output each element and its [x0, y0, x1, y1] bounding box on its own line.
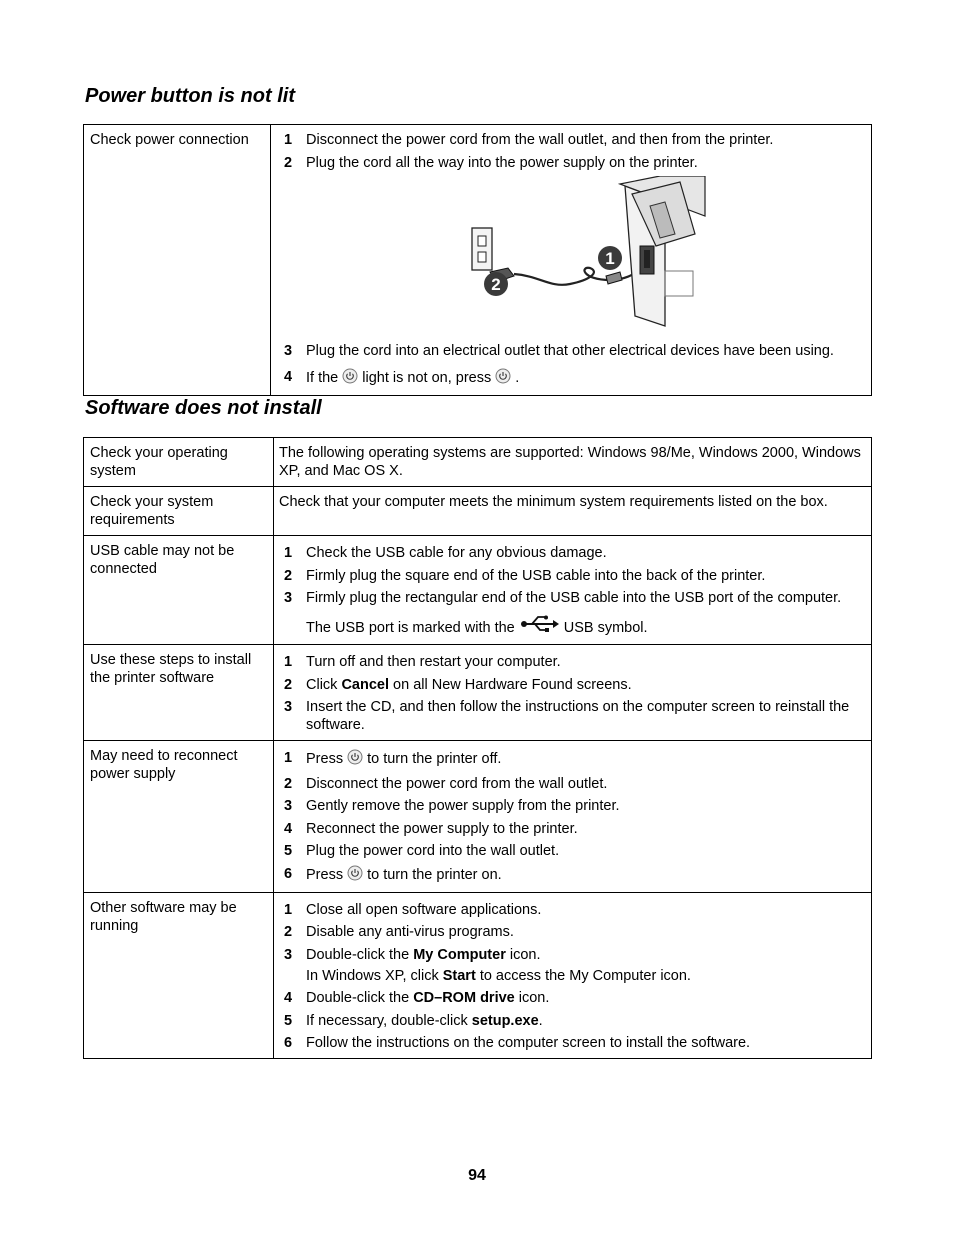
steps-list	[284, 901, 865, 1053]
step-item: 1 Disconnect the power cord from the wall outlet, and then from the printer.	[284, 132, 774, 148]
table-row	[84, 892, 872, 1059]
step-item: 1 Close all open software applications.	[284, 901, 542, 918]
power-button-icon	[347, 865, 363, 886]
table-row	[84, 645, 872, 741]
row-label: Check your operating system	[84, 438, 274, 487]
step-item: 6 Press to turn the printer on.	[284, 865, 865, 886]
row-label: Check your system requirements	[84, 487, 274, 536]
steps-list	[284, 749, 865, 886]
step-item: 4 If the light is not on, press .	[284, 368, 865, 389]
step-item: 2 Click Cancel on all New Hardware Found screens.	[284, 676, 632, 693]
row-text: The following operating systems are supported: Windows 98/Me, Windows 2000, Windows XP, and Mac OS X.	[274, 438, 872, 487]
step-item: 1 Press to turn the printer off.	[284, 749, 865, 770]
printer-cord-diagram	[460, 176, 710, 336]
power-button-table	[83, 124, 872, 396]
row-label: USB cable may not be connected	[84, 536, 274, 645]
step-item: 2 Firmly plug the square end of the USB cable into the back of the printer.	[284, 567, 766, 584]
step-item: 3 Double-click the My Computer icon. In Windows XP, click Start to access the My Computer icon.	[284, 946, 865, 985]
steps-list	[284, 544, 865, 638]
usb-note: The USB port is marked with the USB symbol.	[306, 615, 865, 638]
step-item: 4 Reconnect the power supply to the printer.	[284, 820, 578, 837]
callout-1: 1	[605, 248, 615, 268]
steps-list	[284, 342, 865, 389]
step-item: 2 Disconnect the power cord from the wall outlet.	[284, 775, 608, 792]
step-item: 3 Insert the CD, and then follow the instructions on the computer screen to reinstall the software.	[284, 699, 850, 733]
windows-xp-note: In Windows XP, click Start to access the My Computer icon.	[306, 967, 691, 984]
step-item: 6 Follow the instructions on the computer screen to install the software.	[284, 1035, 751, 1051]
table-row	[84, 536, 872, 645]
table-row	[84, 438, 872, 487]
step-item: 3 Plug the cord into an electrical outlet that other electrical devices have been using.	[284, 342, 834, 359]
table-row	[84, 741, 872, 893]
row-label: Other software may be running	[84, 892, 274, 1059]
power-button-icon	[342, 368, 358, 389]
step-item: 5 Plug the power cord into the wall outlet.	[284, 843, 560, 859]
table-row	[84, 125, 872, 396]
callout-2: 2	[491, 274, 501, 294]
step-item: 3 Gently remove the power supply from the printer.	[284, 798, 620, 814]
step-item: 2 Disable any anti-virus programs.	[284, 924, 514, 940]
page-number: 94	[468, 1167, 486, 1184]
step-item: 1 Check the USB cable for any obvious damage.	[284, 545, 607, 561]
section-title-power-button: Power button is not lit	[85, 85, 295, 107]
steps-list	[284, 653, 865, 734]
usb-symbol-icon	[520, 615, 560, 638]
table-row	[84, 487, 872, 536]
steps-list	[284, 131, 865, 172]
row-label: May need to reconnect power supply	[84, 741, 274, 893]
step-item: 1 Turn off and then restart your computer.	[284, 654, 561, 670]
power-button-icon	[347, 749, 363, 770]
step-item: 5 If necessary, double-click setup.exe.	[284, 1012, 543, 1029]
row-label: Check power connection	[84, 125, 271, 396]
section-title-software: Software does not install	[85, 397, 322, 419]
power-cord-illustration	[284, 176, 865, 336]
row-label: Use these steps to install the printer software	[84, 645, 274, 741]
software-install-table	[83, 437, 872, 1059]
step-item: 3 Firmly plug the rectangular end of the USB cable into the USB port of the computer. The USB port is marked with the USB symbol.	[284, 589, 865, 638]
row-text: Check that your computer meets the minimum system requirements listed on the box.	[274, 487, 872, 536]
step-item: 2 Plug the cord all the way into the power supply on the printer.	[284, 154, 698, 171]
power-button-icon	[495, 368, 511, 389]
step-item: 4 Double-click the CD–ROM drive icon.	[284, 990, 550, 1006]
